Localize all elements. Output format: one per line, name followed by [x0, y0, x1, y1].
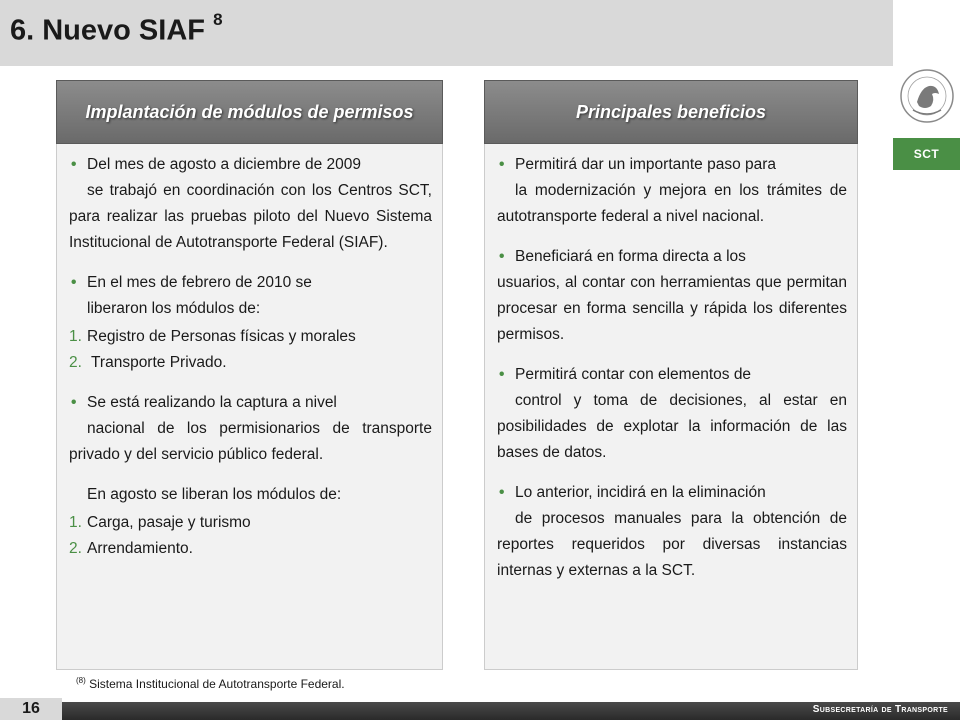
paragraph-continuation: nacional de los permisionarios de transporte privado y del servicio público federal.: [69, 420, 432, 463]
left-paragraph-2: [69, 270, 432, 322]
paragraph-continuation: usuarios, al contar con herramientas que permitan procesar en forma sencilla y rápida los diferentes permisos.: [497, 274, 847, 343]
bullet-line: • Permitirá contar con elementos de: [497, 362, 847, 388]
page-number: 16: [0, 698, 62, 720]
left-column-text: [69, 152, 432, 576]
list-item: 2. Arrendamiento.: [69, 540, 193, 557]
title-footnote-mark: 8: [213, 10, 223, 29]
paragraph-continuation: liberaron los módulos de:: [87, 300, 261, 317]
right-paragraph-2: [497, 244, 847, 348]
logo-area: [893, 66, 960, 170]
mexican-eagle-seal-icon: [899, 66, 955, 130]
left-paragraph-1: [69, 152, 432, 256]
right-paragraph-4: [497, 480, 847, 584]
left-paragraph-3: [69, 390, 432, 468]
left-column-body: [56, 144, 443, 670]
bullet-line: • Beneficiará en forma directa a los: [497, 244, 847, 270]
slide-title: 6. Nuevo SIAF $^8$: [10, 10, 223, 47]
footnote-mark: (8): [76, 676, 86, 685]
bullet-line: • Lo anterior, incidirá en la eliminación: [497, 480, 847, 506]
bullet-line: • Del mes de agosto a diciembre de 2009: [69, 152, 432, 178]
left-column-header: Implantación de módulos de permisos: [56, 80, 443, 144]
footnote-text: Sistema Institucional de Autotransporte Federal.: [89, 677, 345, 691]
footnote: [76, 676, 345, 691]
bullet-line: • Se está realizando la captura a nivel: [69, 390, 432, 416]
paragraph-continuation: de procesos manuales para la obtención de reportes requeridos por diversas instancias internas y externas a la SCT.: [497, 510, 847, 579]
sct-badge: SCT: [893, 138, 960, 170]
footer-organization: Subsecretaría de Transporte: [812, 704, 948, 715]
list-item: 1. Registro de Personas físicas y morales: [69, 328, 356, 345]
bullet-line: • En el mes de febrero de 2010 se: [69, 270, 432, 296]
right-column-text: [497, 152, 847, 598]
module-list-1: [69, 324, 432, 376]
paragraph-continuation: control y toma de decisiones, al estar en posibilidades de explotar la información de las bases de datos.: [497, 392, 847, 461]
right-paragraph-1: [497, 152, 847, 230]
bullet-line: • Permitirá dar un importante paso para: [497, 152, 847, 178]
module-list-2: [69, 510, 432, 562]
paragraph-continuation: la modernización y mejora en los trámites de autotransporte federal a nivel nacional.: [497, 182, 847, 225]
list-item: 2. Transporte Privado.: [69, 354, 227, 371]
right-paragraph-3: [497, 362, 847, 466]
right-column-header: Principales beneficios: [484, 80, 858, 144]
paragraph-continuation: se trabajó en coordinación con los Centros SCT, para realizar las pruebas piloto del Nuevo Sistema Institucional de Autotransporte Federal (SIAF).: [69, 182, 432, 251]
right-column-body: [484, 144, 858, 670]
title-bar: [0, 0, 893, 66]
list-item: 1. Carga, pasaje y turismo: [69, 514, 251, 531]
left-paragraph-4: En agosto se liberan los módulos de:: [87, 486, 342, 503]
